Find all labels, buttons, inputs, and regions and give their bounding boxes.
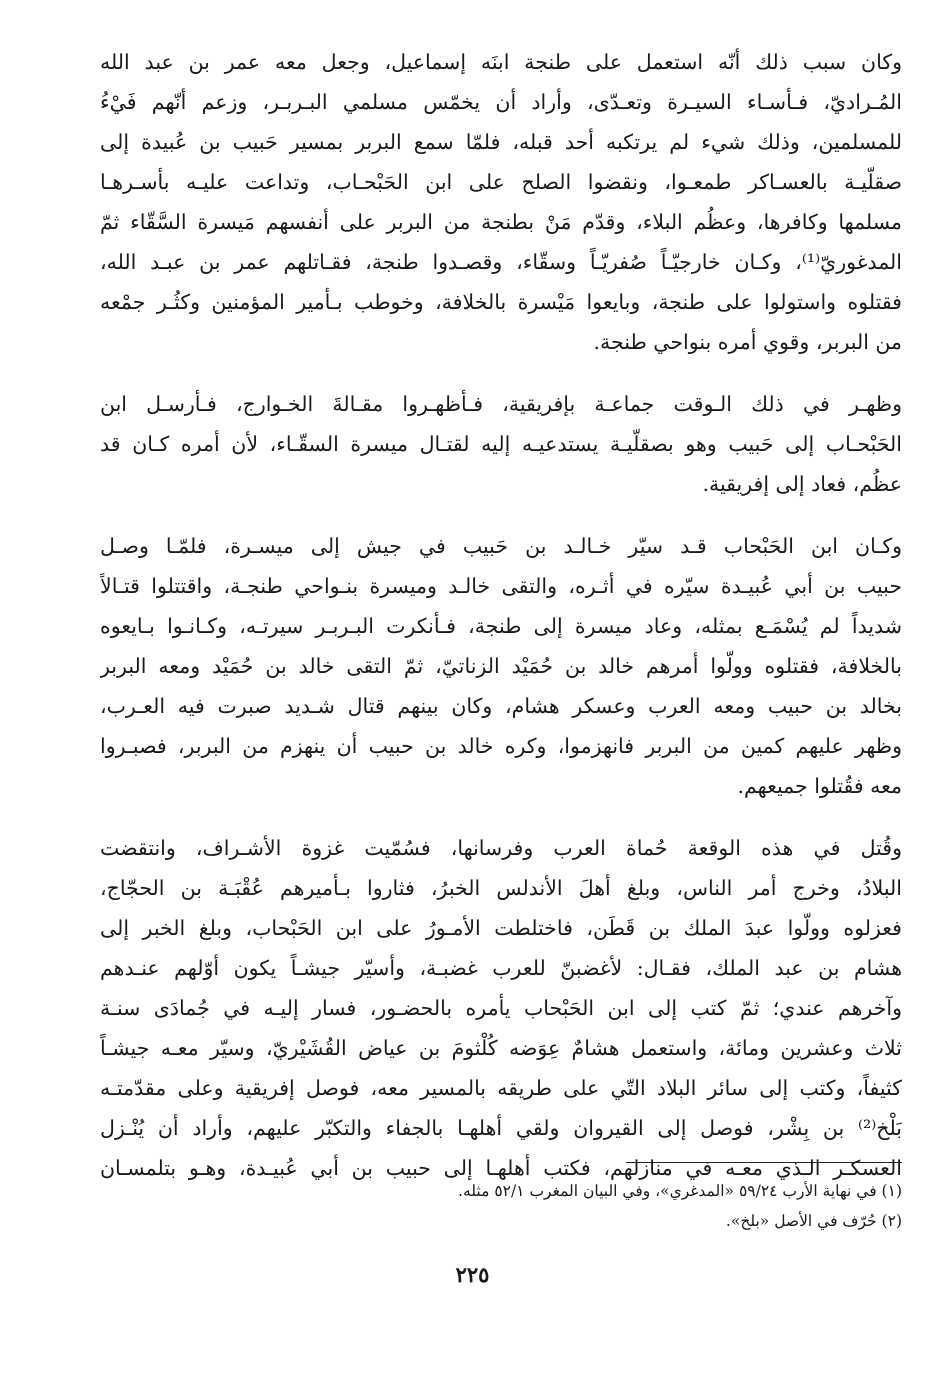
page-number: ٢٢٥ bbox=[455, 1262, 490, 1287]
text-line: حبيب بن أبي عُبيـدة سيّره في أثـره، والتقى خالـد وميسرة بنـواحي طنجـة، واقتتلوا قتـالاً bbox=[100, 574, 902, 598]
text-line: مسلمها وكافرها، وعظُم البلاء، وقدّم مَنْ بطنجة من البربر على أنفسهم مَيسرة السَّقّاء ثمّ bbox=[100, 210, 902, 234]
footnote-1: (١) في نهاية الأرب ٥٩/٢٤ «المدغري»، وفي البيان المغرب ٥٢/١ مثله. bbox=[458, 1182, 902, 1200]
paragraph-2 bbox=[100, 384, 902, 504]
text-line: من البربر، وقوي أمره بنواحي طنجة. bbox=[593, 330, 902, 354]
text-line: صقلّيـة بالعسـاكر طمعـوا، ونقضوا الصلح على ابن الحَبْحـاب، وتداعت عليـه بأسـرهـا bbox=[100, 170, 902, 194]
text-line: للمسلمين، وذلك شيء لم يرتكبه أحد قبله، فلمّا سمع البربر بمسير حَبيب بن عُبيدة إلى bbox=[100, 130, 902, 154]
text-line: كثيفاً، وكتب إلى سائر البلاد التّي على طريقه بالمسير معه، فوصل إفريقية وعلى مقدّمتـه bbox=[100, 1076, 902, 1100]
text-line: المدغوريّ⁽¹⁾، وكـان خارجيّـاً صُفريّـاً وسقّاء، وقصـدوا طنجة، فقـاتلهم عمر بن عبـد الله، bbox=[100, 250, 902, 274]
paragraph-4 bbox=[100, 828, 902, 1188]
text-line: الحَبْحـاب إلى حَبيب وهو بصقلّيـة يستدعيـه إليه لقتـال ميسرة السقّـاء، لأن أمره كـان قد bbox=[100, 432, 902, 456]
text-line: ثلاث وعشرين ومائة، واستعمل هشامٌ عِوَضه كُلْثومَ بن عياض القُشَيْريّ، وسيّر معـه جيشـاً bbox=[100, 1036, 902, 1060]
text-line: البلادُ، وخرج أمر الناس، وبلغ أهلَ الأندلس الخبرُ، فثاروا بـأميرهم عُقْبَـة بن الحجّاج، bbox=[100, 876, 902, 900]
text-line: وقُتل في هذه الوقعة حُماة العرب وفرسانها، فسُمّيت غزوة الأشـراف، وانتقضت bbox=[100, 836, 902, 860]
text-line: بَلْخ⁽²⁾ بن بِشْر، فوصل إلى القيروان ولقي أهلهـا بالجفاء والتكبّر عليهم، وأراد أن يُنْـزل bbox=[100, 1116, 902, 1140]
text-line: عظُم، فعاد إلى إفريقية. bbox=[702, 472, 902, 496]
text-line: بالخلافة، فقتلوه وولّوا أمرهم خالد بن حُمَيْد الزناتيّ، ثمّ التقى خالد بن حُمَيْد ومعه البربر bbox=[100, 654, 902, 678]
footnotes bbox=[100, 1176, 902, 1236]
text-line: وكـان ابن الحَبْحاب قـد سيّر خـالـد بن حَبيب في جيش إلى ميسـرة، فلمّـا وصـل bbox=[100, 534, 902, 558]
footnote-2: (٢) حُرّف في الأصل «بلخ». bbox=[725, 1212, 902, 1230]
text-line: العسكـر الـذي معـه في منازلهم، فكتب أهلهـا إلى حبيب بن أبي عُبيـدة، وهـو بتلمسـان bbox=[100, 1156, 902, 1180]
text-line: شديداً لم يُسْمَـع بمثله، وعاد ميسرة إلى طنجة، فـأنكرت البـربـر سيرتـه، وكـانـوا بـايعوه bbox=[100, 614, 902, 638]
text-line: المُـراديّ، فـأسـاء السيـرة وتعـدّى، وأراد أن يخمّس مسلمي البـربـر، وزعم أنّهم فَيْءُ bbox=[100, 90, 902, 114]
main-text bbox=[100, 42, 902, 1188]
text-line: وظهـر في ذلك الـوقت جماعـة بإفريقية، فـأظهـروا مقـالةَ الخـوارج، فـأرسـل ابن bbox=[100, 392, 902, 416]
text-line: بخالد بن حبيب ومعه العرب وعسكر هشام، وكان بينهم قتال شـديد صبرت فيه العـرب، bbox=[100, 694, 902, 718]
text-line: فعزلوه وولّوا عبدَ الملك بن قَطَن، فاختلطت الأمـورُ على ابن الحَبْحاب، وبلغ الخبر إلى bbox=[100, 916, 902, 940]
text-line: هشام بن عبد الملك، فقـال: لأغضبنّ للعرب غضبـة، وأسيّر جيشـاً يكون أوّلهم عنـدهم bbox=[100, 956, 902, 980]
paragraph-3 bbox=[100, 526, 902, 806]
text-line: فقتلوه واستولوا على طنجة، وبايعوا مَيْسرة بالخلافة، وخوطب بـأمير المؤمنين وكثُـر جمْعه bbox=[100, 290, 902, 314]
footnote-separator bbox=[626, 1162, 902, 1163]
text-line: معه فقُتلوا جميعهم. bbox=[737, 774, 902, 798]
paragraph-1 bbox=[100, 42, 902, 362]
text-line: وظهر عليهم كمين من البربر فانهزموا، وكره خالد بن حبيب أن ينهزم من البربر، فصبـروا bbox=[100, 734, 902, 758]
text-line: وكان سبب ذلك أنّه استعمل على طنجة ابنَه إسماعيل، وجعل معه عمر بن عبد الله bbox=[100, 50, 902, 74]
text-line: وآخرهم عندي؛ ثمّ كتب إلى ابن الحَبْحاب يأمره بالحضـور، فسار إليـه في جُمادَى سنـة bbox=[100, 996, 902, 1020]
